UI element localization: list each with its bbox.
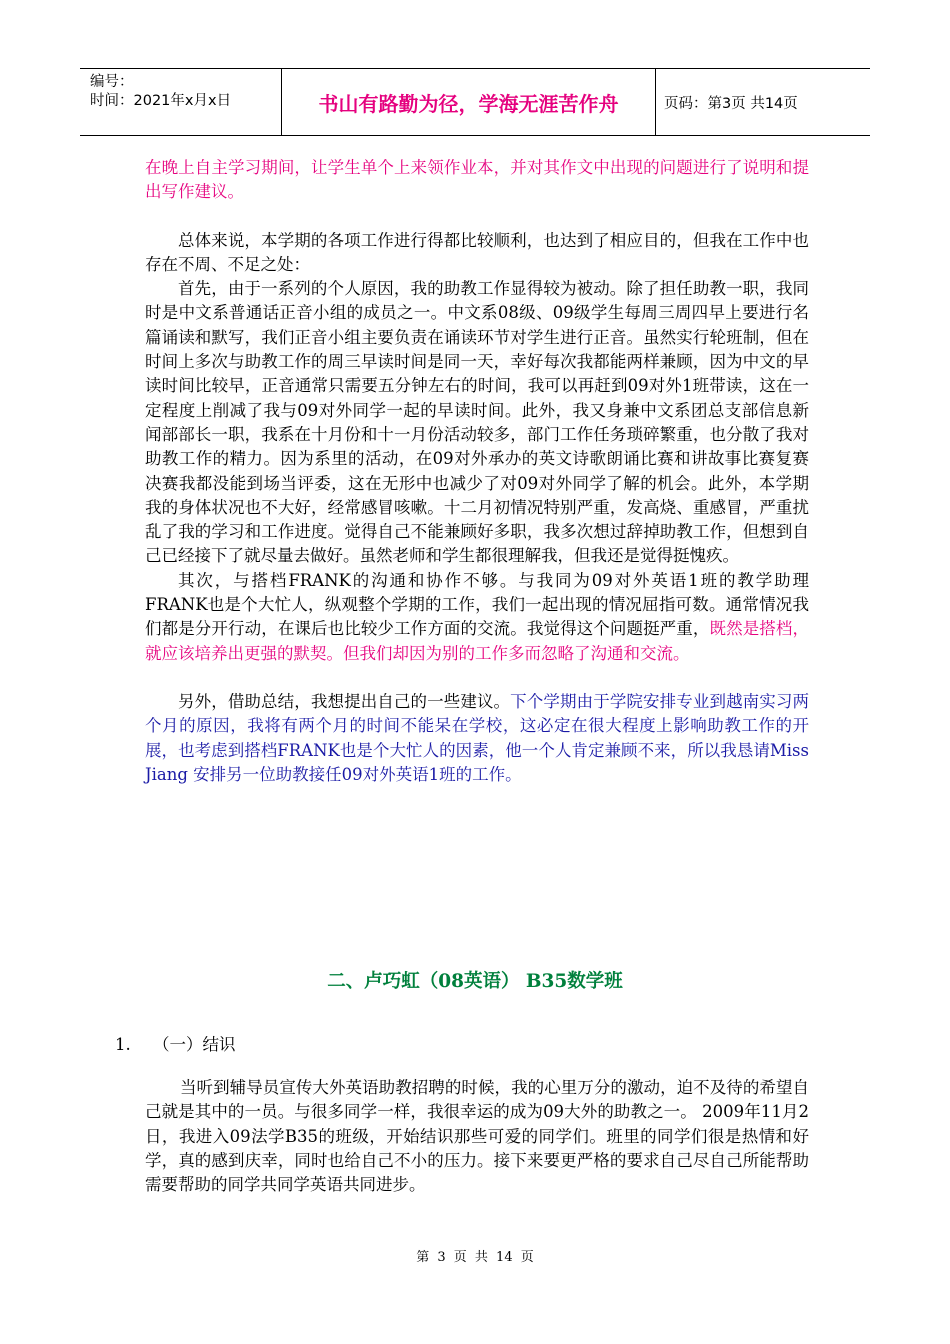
paragraph-summary: 总体来说，本学期的各项工作进行得都比较顺利，也达到了相应目的，但我在工作中也存在不周、不足之处： [145,230,809,274]
header-page-info: 页码：第3页 共14页 [664,95,798,112]
list-item-label: （一）结识 [153,1035,236,1054]
header-meta [80,69,282,135]
section-body [145,1076,809,1197]
suggestion-highlight: 下个学期由于学院安排专业到越南实习两个月的原因，我将有两个月的时间不能呆在学校，这必定在很大程度上影响助教工作的开展，也考虑到搭档FRANK也是个大忙人的因素，他一个人肯定兼顾不来，所以我恳请Miss Jiang 安排另一位助教接任09对外英语1班的工作。 [145,691,810,784]
header-motto: 书山有路勤为径，学海无涯苦作舟 [282,69,656,135]
paragraph-meeting: 当听到辅导员宣传大外英语助教招聘的时候，我的心里万分的激动，迫不及待的希望自己就是其中的一员。与很多同学一样，我很幸运的成为09大外的助教之一。 2009年11月2日，我进入09法学B35的班级，开始结识那些可爱的同学们。班里的同学们很是热情和好学，真的感到庆幸，同时也给自己不小的压力。接下来要更严格的要求自己尽自己所能帮助需要帮助的同学共同学英语共同进步。 [145,1078,809,1195]
suggestion-intro: 另外，借助总结，我想提出自己的一些建议。 [178,691,511,711]
doc-time-label: 时间：2021年x月x日 [90,93,232,109]
section-heading: 二、卢巧虹（08英语） B35数学班 [327,971,623,992]
paragraph-second-issue [145,569,809,666]
second-issue-text: 其次，与搭档FRANK的沟通和协作不够。与我同为09对外英语1班的教学助理FRANK也是个大忙人，纵观整个学期的工作，我们一起出现的情况屈指可数。通常情况我们都是分开行动，在课后也比较少工作方面的交流。我觉得这个问题挺严重， [145,570,809,639]
paragraph-homework-feedback: 在晚上自主学习期间，让学生单个上来领作业本，并对其作文中出现的问题进行了说明和提出写作建议。 [145,158,809,202]
list-item-meeting [115,1031,236,1055]
paragraph-first-issue: 首先，由于一系列的个人原因，我的助教工作显得较为被动。除了担任助教一职，我同时是中文系普通话正音小组的成员之一。中文系08级、09级学生每周三周四早上要进行名篇诵读和默写，我们正音小组主要负责在诵读环节对学生进行正音。虽然实行轮班制，但在时间上多次与助教工作的周三早读时间是同一天，幸好每次我都能两样兼顾，因为中文的早读时间比较早，正音通常只需要五分钟左右的时间，我可以再赶到09对外1班带读，这在一定程度上削减了我与09对外同学一起的早读时间。此外，我又身兼中文系团总支部信息新闻部部长一职，我系在十月份和十一月份活动较多，部门工作任务琐碎繁重，也分散了我对助教工作的精力。因为系里的活动，在09对外承办的英文诗歌朗诵比赛和讲故事比赛复赛决赛我都没能到场当评委，这在无形中也减少了对09对外同学了解的机会。此外，本学期我的身体状况也不大好，经常感冒咳嗽。十二月初情况特别严重，发高烧、重感冒，严重扰乱了我的学习和工作进度。觉得自己不能兼顾好多职，我多次想过辞掉助教工作，但想到自己已经接下了就尽量去做好。虽然老师和学生都很理解我，但我还是觉得挺愧疚。 [145,279,809,566]
doc-number-label: 编号： [90,74,134,90]
list-item-number: 1. [115,1035,131,1054]
page-header [80,68,870,136]
paragraph-suggestion [145,690,809,787]
document-body [145,156,809,787]
second-issue-highlight: 既然是搭档，就应该培养出更强的默契。但我们却因为别的工作多而忽略了沟通和交流。 [145,619,810,663]
page-footer: 第 3 页 共 14 页 [416,1250,534,1265]
